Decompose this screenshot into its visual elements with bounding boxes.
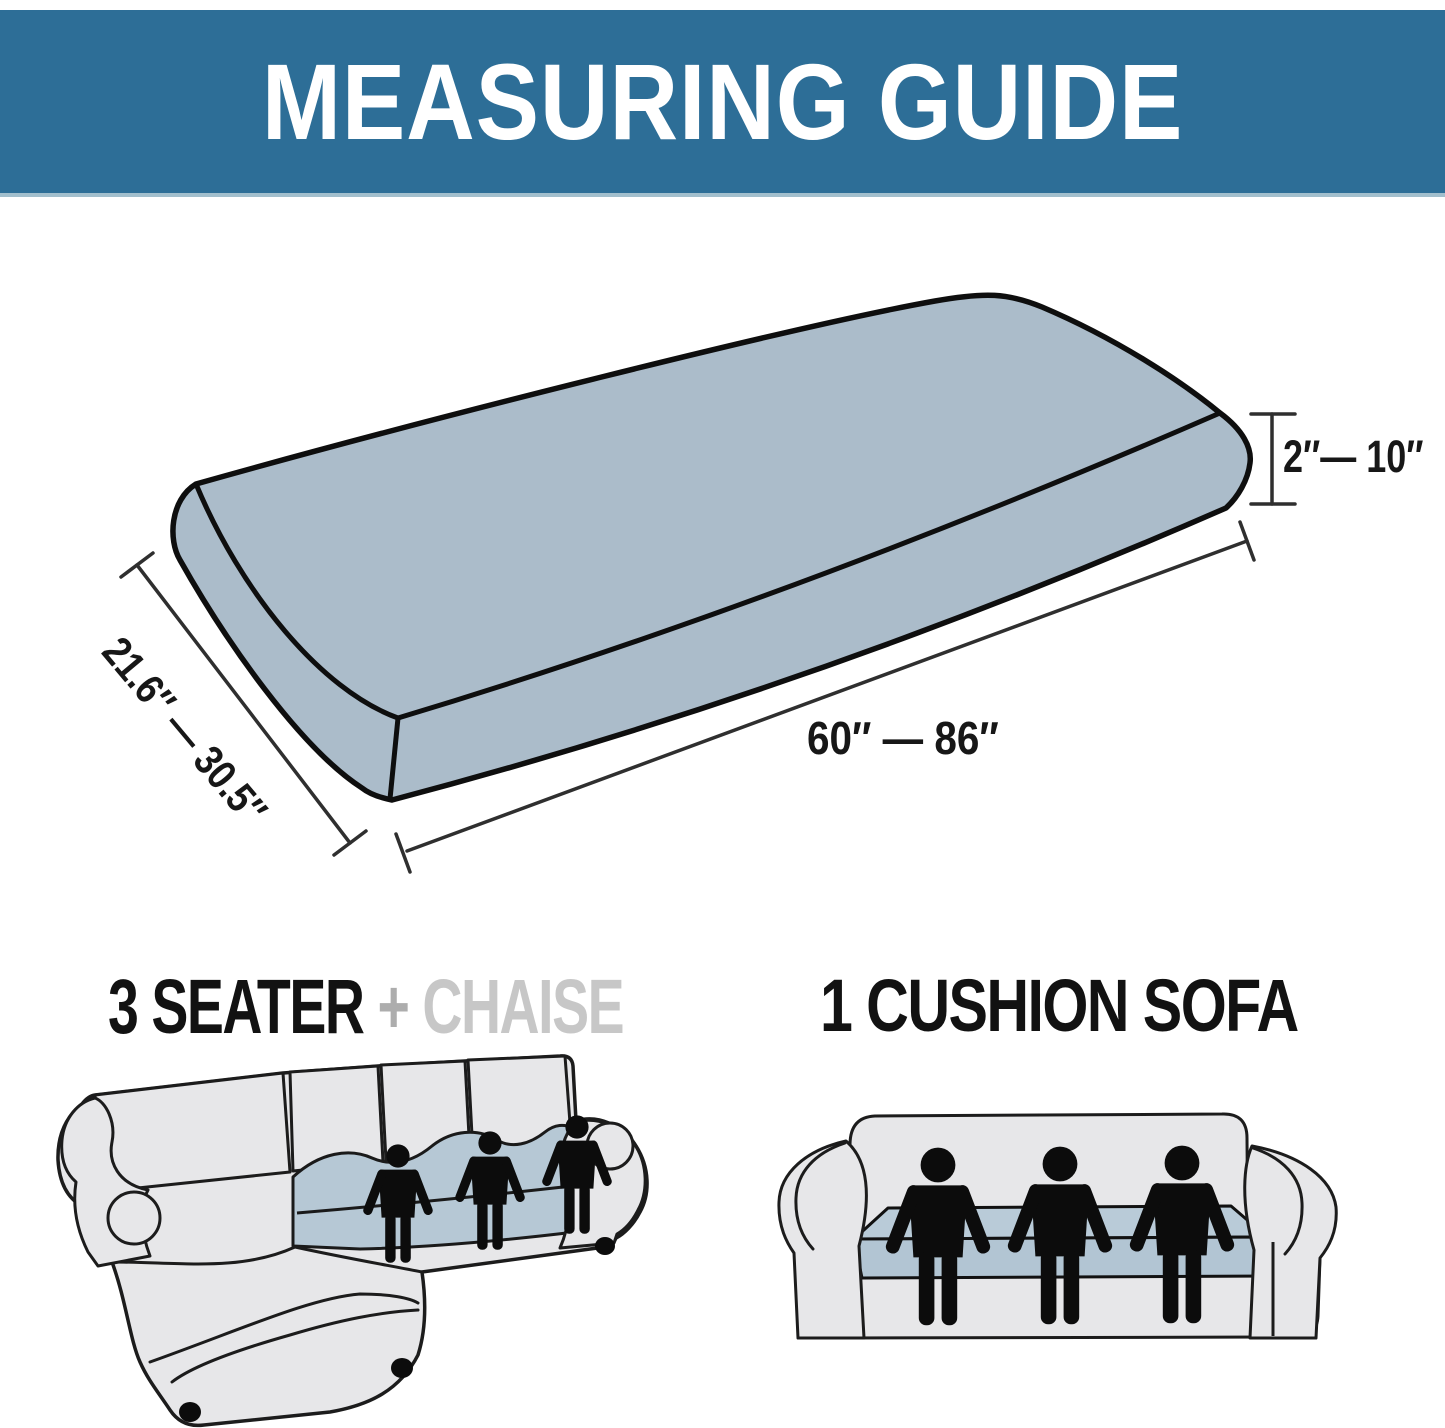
one-cushion-sofa-illustration [779, 1114, 1336, 1338]
left-title-main: 3 SEATER [108, 964, 364, 1050]
length-dimension-label: 60″ — 86″ [807, 712, 999, 764]
page-title: MEASURING GUIDE [261, 40, 1184, 162]
left-title-chaise: CHAISE [422, 964, 624, 1050]
left-section-title [108, 964, 624, 1050]
sectional-sofa-illustration [58, 1056, 647, 1426]
header-banner [0, 10, 1445, 197]
right-section-title [820, 964, 1298, 1047]
depth-dimension-label: 21.6″ — 30.5″ [93, 628, 277, 834]
height-dimension-label: 2″— 10″ [1283, 431, 1424, 482]
right-title-text: 1 CUSHION SOFA [820, 964, 1298, 1047]
left-title-plus: + [377, 964, 409, 1050]
cushion-diagram [173, 295, 1250, 800]
